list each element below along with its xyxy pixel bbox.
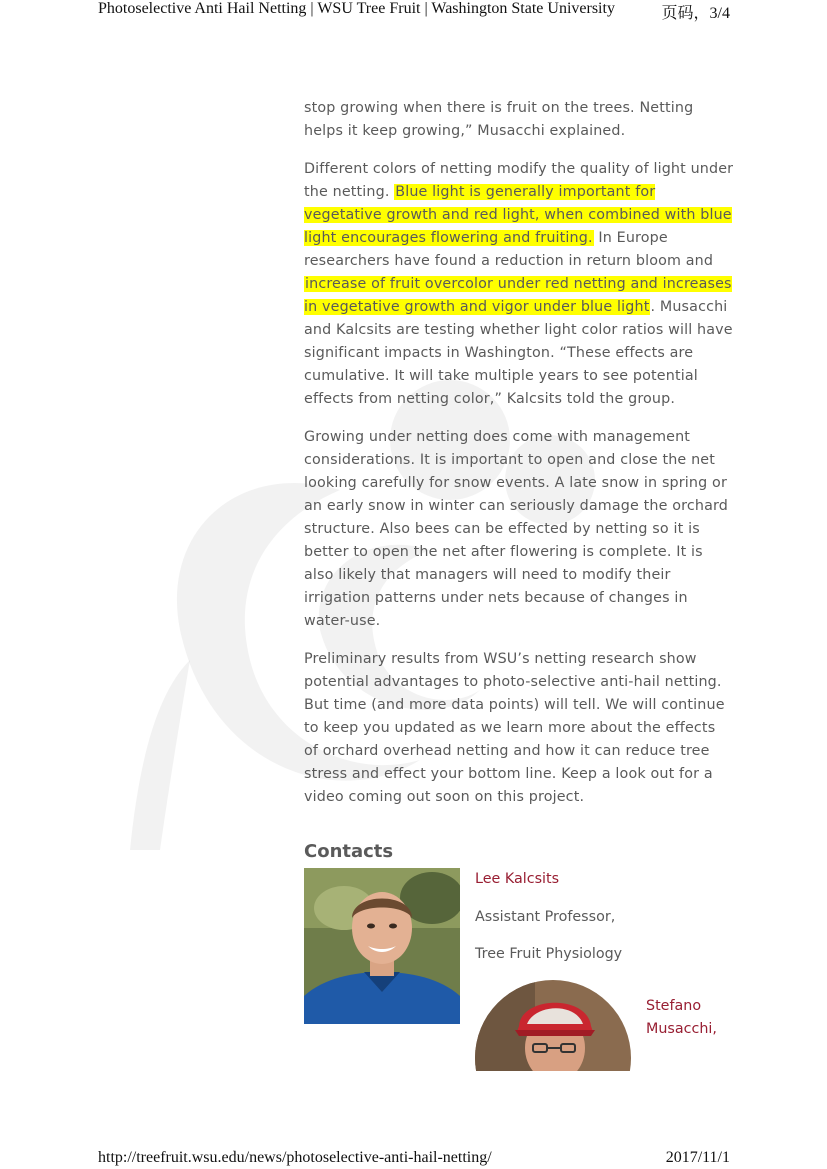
contact-name-link-2[interactable]: Stefano Musacchi, [646,998,717,1037]
contact-photo-stefano-musacchi [475,980,631,1071]
contacts-heading: Contacts [304,841,394,862]
highlight-1: Blue light is generally important for vegetative growth and red light, when combined with blue light encourages flowering and fruiting. [304,184,732,246]
highlight-2: increase of fruit overcolor under red netting and increases in vegetative growth and vigor under blue light [304,276,732,315]
contact-title: Assistant Professor, [475,908,616,925]
print-footer [98,1149,730,1169]
print-header-page: 页码，3/4 [661,5,730,22]
contact-photo-lee-kalcsits [304,868,460,1024]
p2-text-2: In Europe researchers have found a reduction in return bloom and [304,230,714,269]
p2-text-3: . Musacchi and Kalcsits are testing whether light color ratios will have significant impacts in Washington. “These effects are cumulative. It will take multiple years to see potential effects from netting color,” Kalcsits told the group. [304,299,733,407]
article-paragraph-2 [304,158,734,411]
contact-name-link[interactable]: Lee Kalcsits [475,871,560,887]
article-paragraph-3: Growing under netting does come with management considerations. It is important to open and close the net looking carefully for snow events. A late snow in spring or an early snow in winter can seriously damage the orchard structure. Also bees can be effected by netting so it is better to open the net after flowering is complete. It is also likely that managers will need to modify their irrigation patterns under nets because of changes in water-use. [304,429,729,629]
print-header-title: Photoselective Anti Hail Netting | WSU Tree Fruit | Washington State University [98,0,615,17]
print-footer-date: 2017/11/1 [665,1149,730,1166]
article-body [304,97,734,824]
contact-info-lee-kalcsits [475,869,715,982]
print-footer-url: http://treefruit.wsu.edu/news/photoselective-anti-hail-netting/ [98,1149,492,1166]
article-paragraph-4: Preliminary results from WSU’s netting research show potential advantages to photo-selective anti-hail netting. But time (and more data points) will tell. We will continue to keep you updated as we learn more about the effects of orchard overhead netting and how it can reduce tree stress and effect your bottom line. Keep a look out for a video coming out soon on this project. [304,651,725,805]
contact-department: Tree Fruit Physiology [475,946,623,962]
p2-text-1: Different colors of netting modify the quality of light under the netting. [304,161,734,200]
print-header [98,0,730,24]
article-paragraph-1: stop growing when there is fruit on the trees. Netting helps it keep growing,” Musacchi explained. [304,100,694,139]
